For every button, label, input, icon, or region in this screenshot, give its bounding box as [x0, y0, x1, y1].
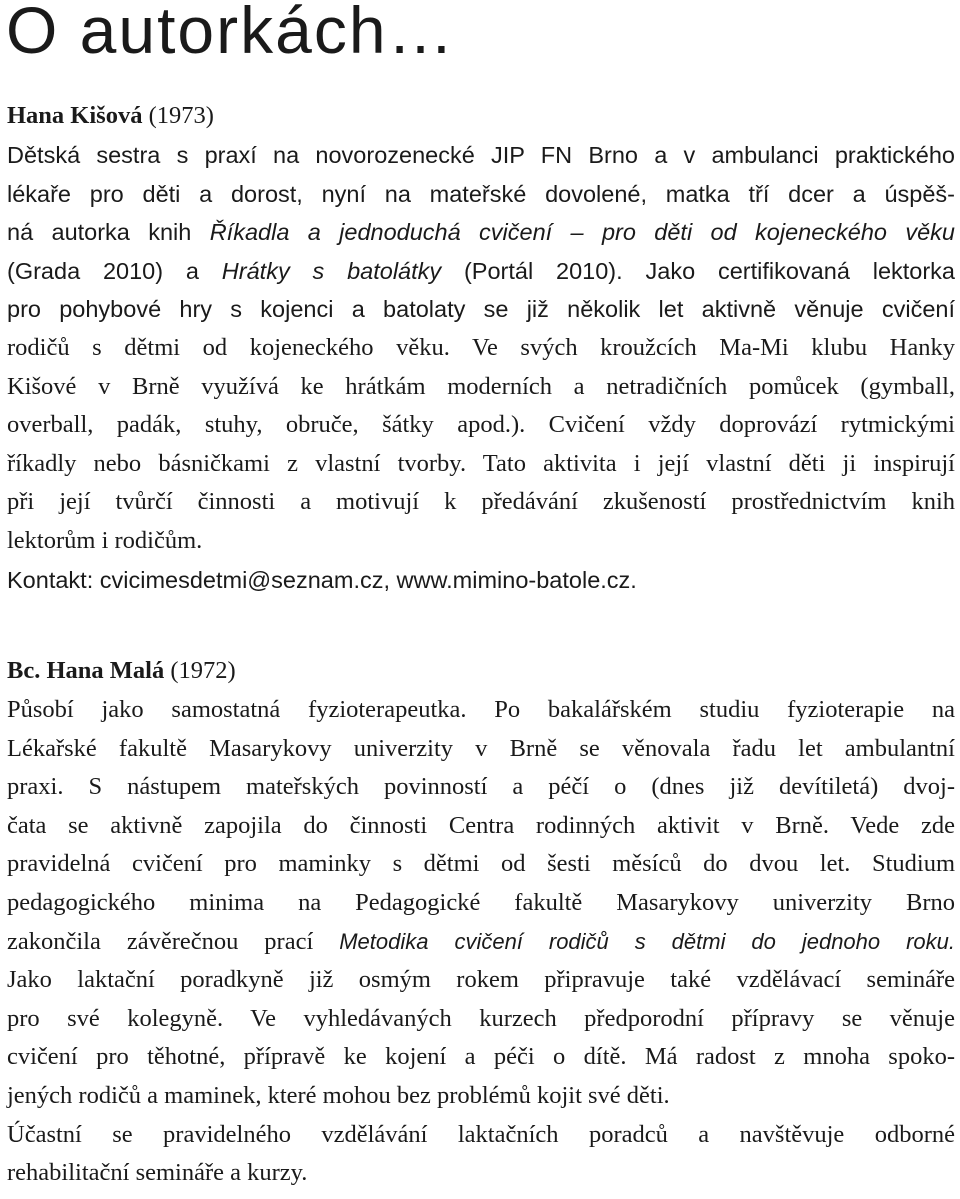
author-name-line [7, 96, 955, 136]
text-segment: při její tvůrčí činnosti a motivují k předávání zkušeností prostřednictvím knih [7, 488, 955, 516]
text-segment: rodičů s dětmi od kojeneckého věku. Ve svých kroužcích Ma-Mi klubu Hanky [7, 333, 955, 361]
bio-line [7, 691, 955, 730]
author-years: (1972) [170, 657, 236, 684]
bio-line [7, 730, 955, 769]
text-segment: jených rodičů a maminek, které mohou bez problémů kojit své děti. [7, 1081, 670, 1109]
text-segment: cvičení pro těhotné, přípravě ke kojení a péči o dítě. Má radost z mnoha spoko- [7, 1043, 955, 1071]
thesis-title: Metodika cvičení rodičů s dětmi do jednoho roku. [339, 928, 955, 954]
text-segment: overball, padák, stuhy, obruče, šátky apod.). Cvičení vždy doprovází rytmickými [7, 411, 955, 439]
bio-line [7, 845, 955, 884]
text-segment: Kišové v Brně využívá ke hrátkám moderních a netradičních pomůcek (gymball, [7, 372, 955, 400]
book-title: Říkadla a jednoduchá cvičení – pro děti od kojeneckého věku [209, 219, 955, 246]
bio-line [7, 290, 955, 329]
bio-line [7, 1077, 955, 1116]
text-segment: lékaře pro děti a dorost, nyní na mateřské dovolené, matka tří dcer a úspěš- [7, 180, 955, 207]
bio-line [7, 807, 955, 846]
text-segment: Jako laktační poradkyně již osmým rokem připravuje také vzdělávací semináře [7, 966, 955, 994]
bio-line [7, 368, 955, 407]
bio-line [7, 213, 955, 252]
bio-line [7, 175, 955, 214]
text-segment: Jako certifikovaná lektorka [645, 257, 956, 284]
text-segment: Lékařské fakultě Masarykovy univerzity v Brně se věnovala řadu let ambulantní [7, 734, 955, 762]
text-segment: lektorům i rodičům. [7, 526, 203, 554]
text-segment: ná autorka knih [7, 219, 210, 246]
author-bio-kisova [7, 96, 955, 599]
bio-line [7, 1154, 955, 1193]
author-name: Hana Kišová [7, 102, 143, 129]
book-title: Hrátky s batolátky [221, 257, 442, 284]
text-segment: Účastní se pravidelného vzdělávání laktačních poradců a navštěvuje odborné [7, 1120, 955, 1148]
text-segment: (Portál 2010). [441, 257, 646, 284]
text-segment: Kontakt: cvicimesdetmi@seznam.cz, www.mimino-batole.cz. [7, 566, 637, 593]
author-name: Hana Malá [46, 657, 165, 684]
author-bio-mala [7, 651, 955, 1193]
bio-line [7, 483, 955, 522]
text-segment: Působí jako samostatná fyzioterapeutka. Po bakalářském studiu fyzioterapie na [7, 696, 955, 723]
bio-line [7, 1038, 955, 1077]
text-segment: říkadly nebo básničkami z vlastní tvorby. Tato aktivita i její vlastní děti ji inspirují [7, 449, 955, 477]
text-segment: pedagogického minima na Pedagogické fakultě Masarykovy univerzity Brno [7, 888, 955, 916]
bio-line [7, 445, 955, 484]
text-segment: rehabilitační semináře a kurzy. [7, 1159, 308, 1187]
contact-line [7, 561, 955, 600]
text-segment: pravidelná cvičení pro maminky s dětmi od šesti měsíců do dvou let. Studium [7, 850, 955, 878]
text-segment: zakončila závěrečnou prací [7, 927, 340, 955]
bio-line [7, 961, 955, 1000]
bio-line [7, 923, 955, 962]
text-segment: Dětská sestra s praxí na novorozenecké JIP FN Brno a v ambulanci praktického [7, 142, 955, 168]
page-title: O autorkách… [6, 0, 456, 67]
bio-line [7, 1116, 955, 1155]
text-segment: (Grada 2010) a [7, 257, 222, 284]
text-segment: praxi. S nástupem mateřských povinností a péčí o (dnes již devítiletá) dvoj- [7, 773, 955, 801]
text-segment: čata se aktivně zapojila do činnosti Centra rodinných aktivit v Brně. Vede zde [7, 811, 955, 839]
bio-line [7, 329, 955, 368]
bio-line [7, 884, 955, 923]
author-degree: Bc. [7, 657, 41, 684]
bio-line [7, 1000, 955, 1039]
bio-line [7, 136, 955, 175]
author-years: (1973) [148, 102, 214, 129]
bio-line [7, 768, 955, 807]
bio-line [7, 522, 955, 561]
text-segment: pro pohybové hry s kojenci a batolaty se již několik let aktivně věnuje cvičení [7, 296, 955, 323]
author-name-line [7, 651, 955, 691]
bio-line [7, 406, 955, 445]
bio-line [7, 252, 955, 291]
text-segment: pro své kolegyně. Ve vyhledávaných kurzech předporodní přípravy se věnuje [7, 1004, 955, 1032]
